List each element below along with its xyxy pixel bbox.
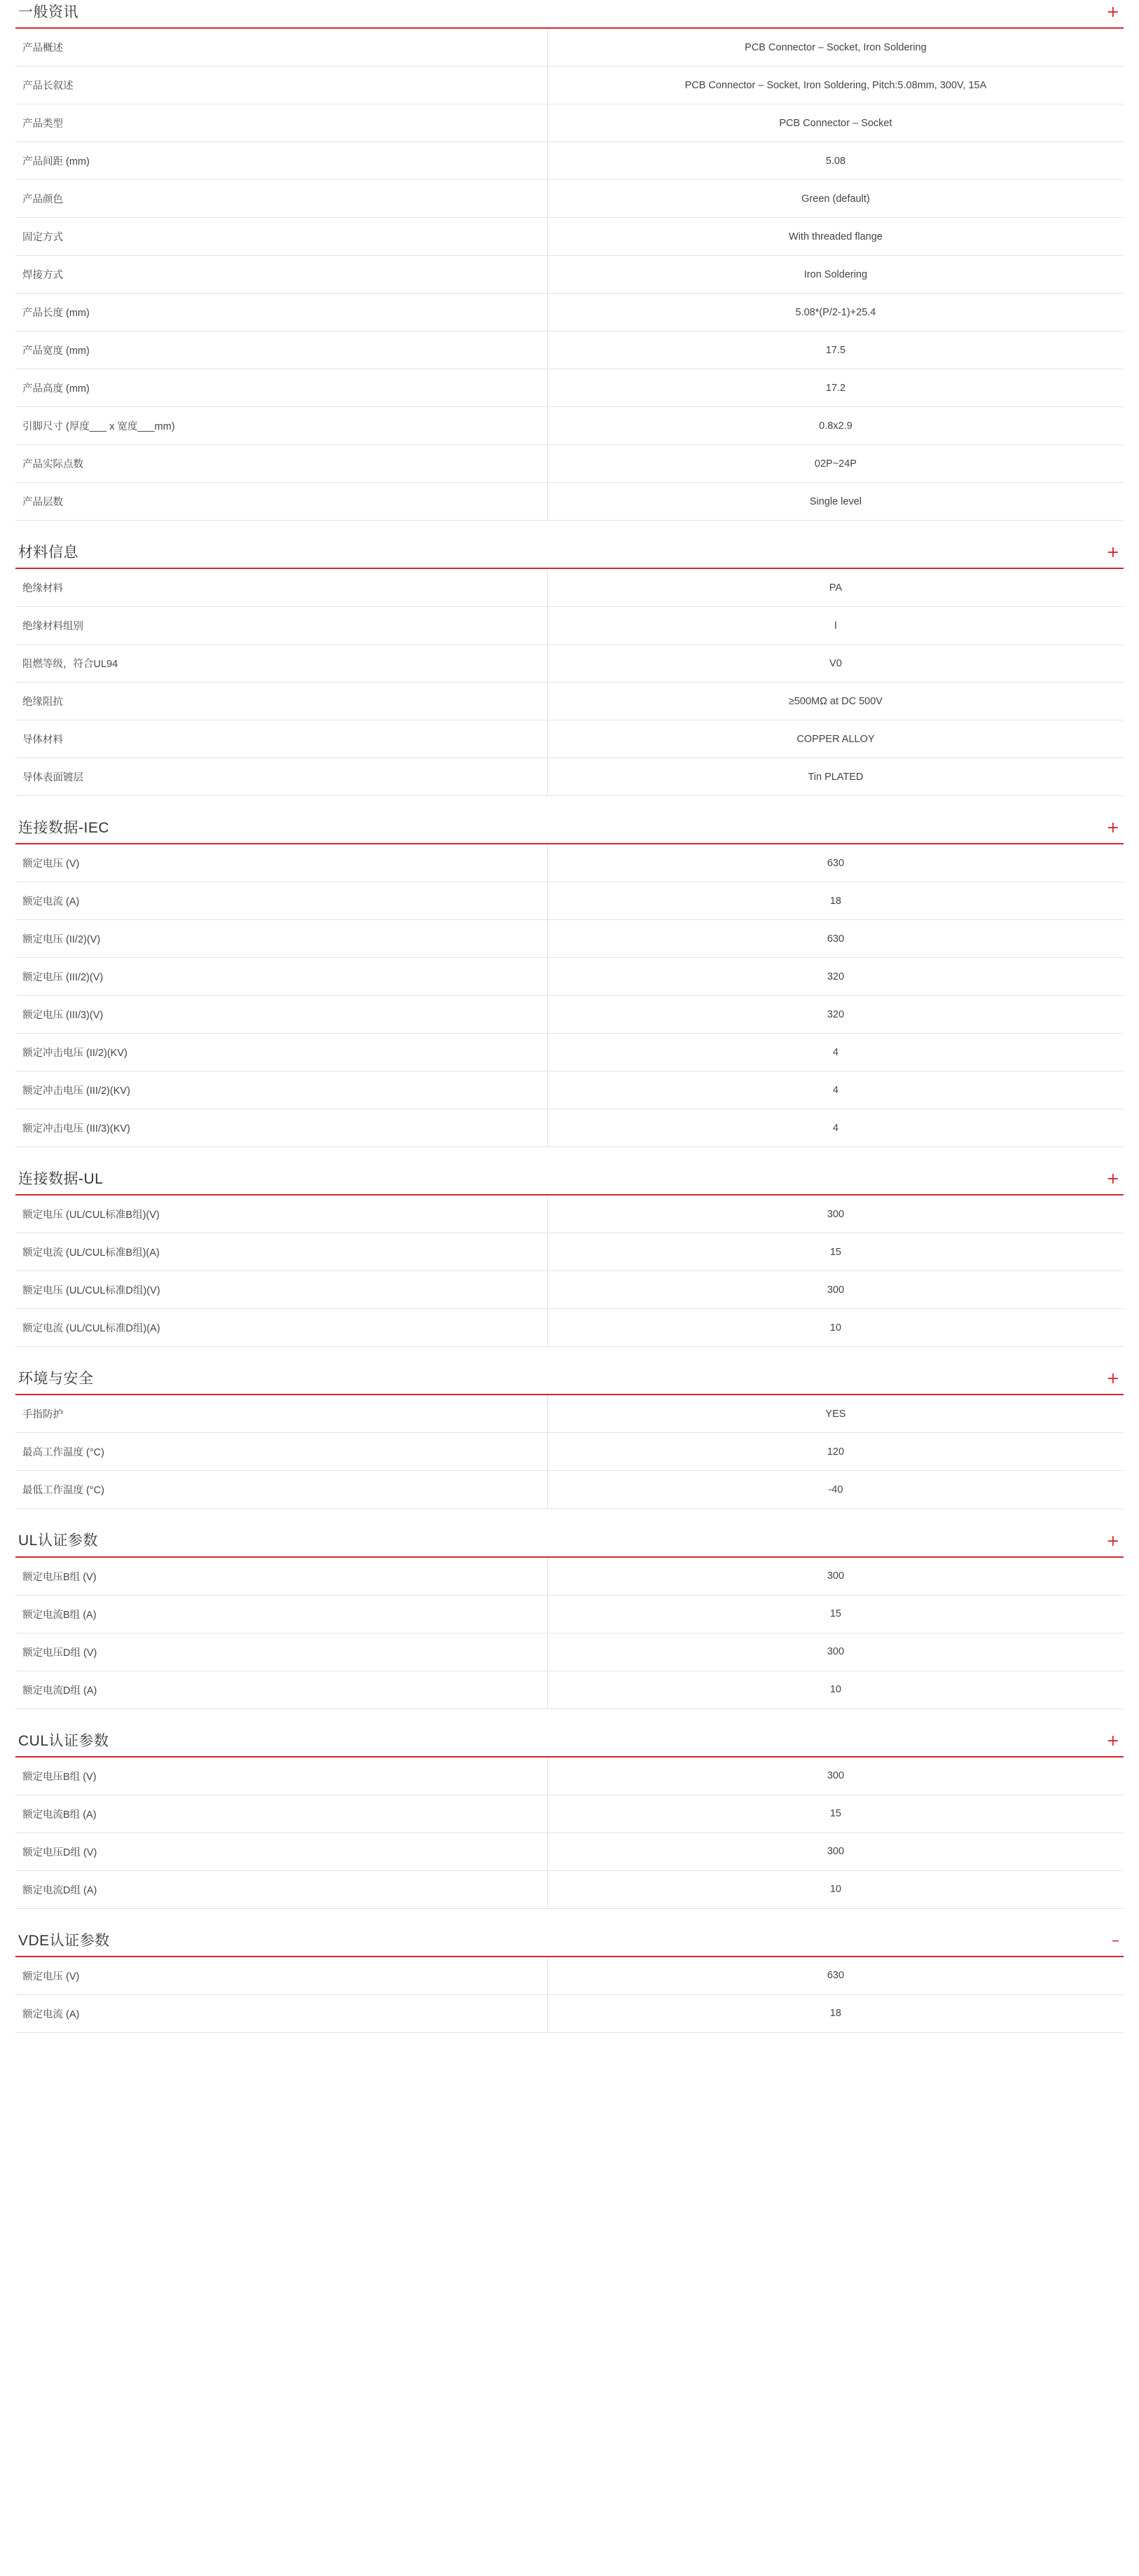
table-row <box>15 1758 1124 1795</box>
table-row <box>15 1558 1124 1596</box>
table-row <box>15 1271 1124 1309</box>
spec-label: 额定电压 (III/3)(V) <box>15 996 547 1034</box>
spec-table <box>15 844 1124 1147</box>
spec-value: 4 <box>832 1122 838 1134</box>
table-row <box>15 569 1124 607</box>
spec-label: 额定电压B组 (V) <box>15 1558 547 1596</box>
table-row <box>15 1233 1124 1271</box>
table-row <box>15 720 1124 758</box>
spec-label: 产品长叙述 <box>15 67 547 104</box>
spec-value: 630 <box>827 1970 845 1982</box>
table-row <box>15 1309 1124 1347</box>
spec-value: 300 <box>827 1208 845 1220</box>
spec-label: 额定电压 (V) <box>15 1957 547 1995</box>
spec-group-title: 环境与安全 <box>18 1371 94 1388</box>
expand-collapse-icon[interactable]: + <box>1106 544 1119 562</box>
spec-group <box>15 544 1124 796</box>
spec-group <box>15 1733 1124 1909</box>
spec-label: 导体材料 <box>15 720 547 758</box>
spec-value: YES <box>825 1408 846 1420</box>
spec-label: 额定电流B组 (A) <box>15 1795 547 1832</box>
table-row <box>15 1795 1124 1832</box>
spec-table <box>15 1395 1124 1509</box>
table-row <box>15 445 1124 483</box>
spec-value: 10 <box>829 1884 841 1896</box>
spec-label: 产品颜色 <box>15 180 547 218</box>
table-row <box>15 1832 1124 1870</box>
spec-value: PCB Connector – Socket <box>779 117 892 129</box>
spec-value: 300 <box>827 1570 845 1582</box>
spec-value: 120 <box>827 1446 845 1458</box>
spec-value: With threaded flange <box>789 231 883 242</box>
table-row <box>15 218 1124 256</box>
spec-group-header[interactable] <box>15 1371 1124 1395</box>
table-row <box>15 1957 1124 1995</box>
spec-label: 固定方式 <box>15 218 547 256</box>
expand-collapse-icon[interactable]: + <box>1106 1170 1119 1188</box>
table-row <box>15 1471 1124 1509</box>
expand-collapse-icon[interactable]: + <box>1106 819 1119 837</box>
spec-value: -40 <box>828 1484 843 1495</box>
spec-group-title: CUL认证参数 <box>18 1732 109 1749</box>
spec-table <box>15 1758 1124 1909</box>
table-row <box>15 142 1124 180</box>
table-row <box>15 67 1124 104</box>
table-row <box>15 483 1124 521</box>
table-row <box>15 882 1124 920</box>
spec-table <box>15 569 1124 796</box>
spec-group-title: VDE认证参数 <box>18 1932 110 1949</box>
spec-group-title: 连接数据-IEC <box>18 820 109 837</box>
expand-collapse-icon[interactable]: + <box>1106 1732 1119 1750</box>
spec-value: 300 <box>827 1846 845 1858</box>
spec-label: 最低工作温度 (°C) <box>15 1471 547 1509</box>
table-row <box>15 920 1124 958</box>
spec-label: 额定电压 (UL/CUL标准D组)(V) <box>15 1271 547 1309</box>
spec-value: 18 <box>829 895 841 907</box>
table-row <box>15 1870 1124 1908</box>
spec-label: 额定电流 (UL/CUL标准B组)(A) <box>15 1233 547 1271</box>
table-row <box>15 1071 1124 1109</box>
spec-value: PA <box>829 582 843 594</box>
table-row <box>15 294 1124 331</box>
table-row <box>15 758 1124 796</box>
spec-label: 手指防护 <box>15 1395 547 1433</box>
spec-label: 产品类型 <box>15 104 547 142</box>
spec-label: 产品长度 (mm) <box>15 294 547 331</box>
spec-value: PCB Connector – Socket, Iron Soldering <box>745 41 927 53</box>
spec-value: 17.2 <box>825 382 846 394</box>
spec-group-header[interactable] <box>15 1533 1124 1557</box>
spec-group <box>15 1533 1124 1708</box>
spec-label: 额定电流D组 (A) <box>15 1870 547 1908</box>
spec-label: 产品概述 <box>15 29 547 67</box>
spec-label: 产品高度 (mm) <box>15 369 547 407</box>
table-row <box>15 607 1124 645</box>
table-row <box>15 104 1124 142</box>
spec-group <box>15 820 1124 1147</box>
table-row <box>15 645 1124 683</box>
spec-label: 绝缘材料 <box>15 569 547 607</box>
spec-value: 320 <box>827 1008 845 1020</box>
spec-label: 绝缘阻抗 <box>15 683 547 720</box>
spec-value: 15 <box>829 1246 841 1258</box>
spec-table <box>15 1957 1124 2033</box>
table-row <box>15 1994 1124 2032</box>
spec-value: 10 <box>829 1684 841 1696</box>
spec-label: 产品间距 (mm) <box>15 142 547 180</box>
spec-group-header[interactable] <box>15 0 1124 29</box>
spec-label: 额定电压 (II/2)(V) <box>15 920 547 958</box>
spec-value: 5.08 <box>825 155 846 167</box>
table-row <box>15 29 1124 67</box>
spec-value: 630 <box>827 933 845 945</box>
spec-label: 额定电压 (UL/CUL标准B组)(V) <box>15 1195 547 1233</box>
table-row <box>15 331 1124 369</box>
spec-group-title: 连接数据-UL <box>18 1171 104 1188</box>
spec-label: 额定电压D组 (V) <box>15 1832 547 1870</box>
spec-value: 300 <box>827 1284 845 1296</box>
spec-label: 最高工作温度 (°C) <box>15 1433 547 1471</box>
spec-label: 绝缘材料组别 <box>15 607 547 645</box>
table-row <box>15 844 1124 882</box>
spec-label: 额定电流D组 (A) <box>15 1671 547 1708</box>
spec-value: 320 <box>827 971 845 982</box>
table-row <box>15 996 1124 1034</box>
table-row <box>15 180 1124 218</box>
table-row <box>15 1671 1124 1708</box>
table-row <box>15 1109 1124 1147</box>
spec-label: 额定冲击电压 (II/2)(KV) <box>15 1034 547 1071</box>
spec-group-header[interactable] <box>15 820 1124 844</box>
spec-label: 产品实际点数 <box>15 445 547 483</box>
spec-table <box>15 1195 1124 1347</box>
spec-value: 18 <box>829 2008 841 2020</box>
spec-table <box>15 29 1124 521</box>
spec-value: 5.08*(P/2-1)+25.4 <box>795 306 876 318</box>
expand-collapse-icon[interactable]: + <box>1106 4 1119 22</box>
spec-value: I <box>834 619 837 631</box>
spec-value: 10 <box>829 1322 841 1334</box>
spec-group <box>15 1171 1124 1347</box>
table-row <box>15 256 1124 294</box>
spec-label: 额定电流B组 (A) <box>15 1595 547 1633</box>
table-row <box>15 407 1124 445</box>
spec-group-header[interactable] <box>15 1733 1124 1758</box>
spec-label: 额定电压 (V) <box>15 844 547 882</box>
spec-value: Single level <box>809 495 862 507</box>
spec-label: 额定电流 (UL/CUL标准D组)(A) <box>15 1309 547 1347</box>
table-row <box>15 1595 1124 1633</box>
expand-collapse-icon[interactable]: + <box>1106 1532 1119 1550</box>
spec-value: Iron Soldering <box>803 268 868 280</box>
expand-collapse-icon[interactable]: + <box>1106 1370 1119 1388</box>
spec-group-title: 一般资讯 <box>18 4 78 20</box>
spec-value: 300 <box>827 1770 845 1782</box>
spec-value: 4 <box>832 1046 838 1058</box>
spec-label: 额定冲击电压 (III/3)(KV) <box>15 1109 547 1147</box>
spec-label: 引脚尺寸 (厚度___ x 宽度___mm) <box>15 407 547 445</box>
spec-group-title: 材料信息 <box>18 544 78 561</box>
spec-value: V0 <box>829 657 842 669</box>
spec-value: Tin PLATED <box>808 771 864 783</box>
spec-group <box>15 1933 1124 2033</box>
table-row <box>15 958 1124 996</box>
spec-label: 阻燃等级，符合UL94 <box>15 645 547 683</box>
spec-value: 15 <box>829 1608 841 1620</box>
spec-value: Green (default) <box>801 193 870 205</box>
spec-group-title: UL认证参数 <box>18 1533 98 1549</box>
table-row <box>15 1034 1124 1071</box>
spec-label: 额定冲击电压 (III/2)(KV) <box>15 1071 547 1109</box>
spec-label: 额定电流 (A) <box>15 1994 547 2032</box>
spec-label: 额定电压D组 (V) <box>15 1633 547 1671</box>
spec-table <box>15 1558 1124 1709</box>
spec-label: 焊接方式 <box>15 256 547 294</box>
table-row <box>15 1195 1124 1233</box>
table-row <box>15 369 1124 407</box>
spec-group-header[interactable] <box>15 1171 1124 1195</box>
spec-group-header[interactable] <box>15 1933 1124 1957</box>
spec-groups-container <box>15 0 1124 2033</box>
table-row <box>15 1395 1124 1433</box>
spec-label: 额定电压B组 (V) <box>15 1758 547 1795</box>
spec-value: 15 <box>829 1808 841 1820</box>
spec-group <box>15 0 1124 521</box>
spec-label: 导体表面镀层 <box>15 758 547 796</box>
table-row <box>15 1633 1124 1671</box>
spec-value: ≥500MΩ at DC 500V <box>788 695 883 707</box>
table-row <box>15 1433 1124 1471</box>
spec-value: 630 <box>827 857 845 869</box>
spec-value: 4 <box>832 1084 838 1096</box>
table-row <box>15 683 1124 720</box>
spec-value: 17.5 <box>825 344 846 356</box>
spec-group-header[interactable] <box>15 544 1124 569</box>
spec-label: 产品宽度 (mm) <box>15 331 547 369</box>
spec-value: 300 <box>827 1646 845 1658</box>
expand-collapse-icon[interactable]: – <box>1112 1931 1119 1950</box>
spec-value: PCB Connector – Socket, Iron Soldering, Pitch:5.08mm, 300V, 15A <box>684 79 987 91</box>
spec-value: 02P~24P <box>814 458 857 470</box>
spec-group <box>15 1371 1124 1509</box>
spec-label: 额定电流 (A) <box>15 882 547 920</box>
spec-value: COPPER ALLOY <box>796 733 875 745</box>
spec-value: 0.8x2.9 <box>819 420 852 432</box>
spec-label: 产品层数 <box>15 483 547 521</box>
spec-label: 额定电压 (III/2)(V) <box>15 958 547 996</box>
